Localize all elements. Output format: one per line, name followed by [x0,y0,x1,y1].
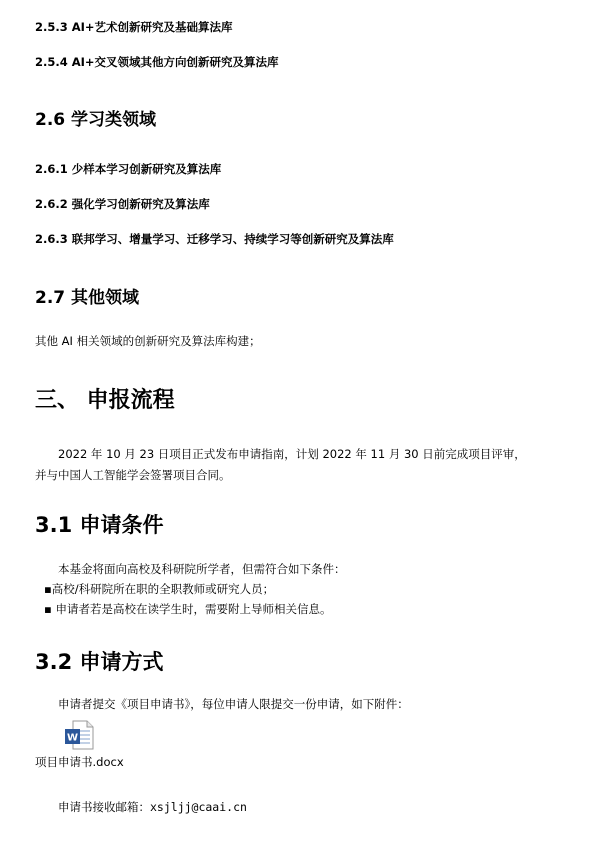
heading-3-1: 3.1 申请条件 [35,513,164,537]
heading-3-2: 3.2 申请方式 [35,650,164,674]
email-line [58,799,247,815]
attachment-filename[interactable]: 项目申请书.docx [35,755,124,769]
paragraph-2-7: 其他 AI 相关领域的创新研究及算法库构建； [35,334,261,348]
email-label: 申请书接收邮箱： [58,800,150,814]
heading-2-7: 2.7 其他领域 [35,288,140,308]
bullet-item-1: ▪高校/科研院所在职的全职教师或研究人员； [44,582,275,596]
heading-2-6-2: 2.6.2 强化学习创新研究及算法库 [35,197,210,211]
heading-2-6: 2.6 学习类领域 [35,110,157,130]
email-address[interactable]: xsjljj@caai.cn [150,800,247,814]
paragraph-3-line-2: 并与中国人工智能学会签署项目合同。 [35,468,231,482]
paragraph-3-1: 本基金将面向高校及科研院所学者，但需符合如下条件： [58,562,346,576]
heading-2-6-3: 2.6.3 联邦学习、增量学习、迁移学习、持续学习等创新研究及算法库 [35,232,394,246]
heading-2-5-4: 2.5.4 AI+交叉领域其他方向创新研究及算法库 [35,55,279,69]
bullet-item-2: ▪ 申请者若是高校在读学生时，需要附上导师相关信息。 [44,602,332,616]
heading-3: 三、 申报流程 [35,387,175,413]
heading-2-5-3: 2.5.3 AI+艺术创新研究及基础算法库 [35,20,233,34]
svg-text:W: W [66,732,79,744]
word-document-icon[interactable] [63,719,95,751]
paragraph-3-2: 申请者提交《项目申请书》，每位申请人限提交一份申请，如下附件： [58,697,409,711]
heading-2-6-1: 2.6.1 少样本学习创新研究及算法库 [35,162,222,176]
paragraph-3-line-1: 2022 年 10 月 23 日项目正式发布申请指南，计划 2022 年 11 月 30 日前完成项目评审， [58,447,526,461]
